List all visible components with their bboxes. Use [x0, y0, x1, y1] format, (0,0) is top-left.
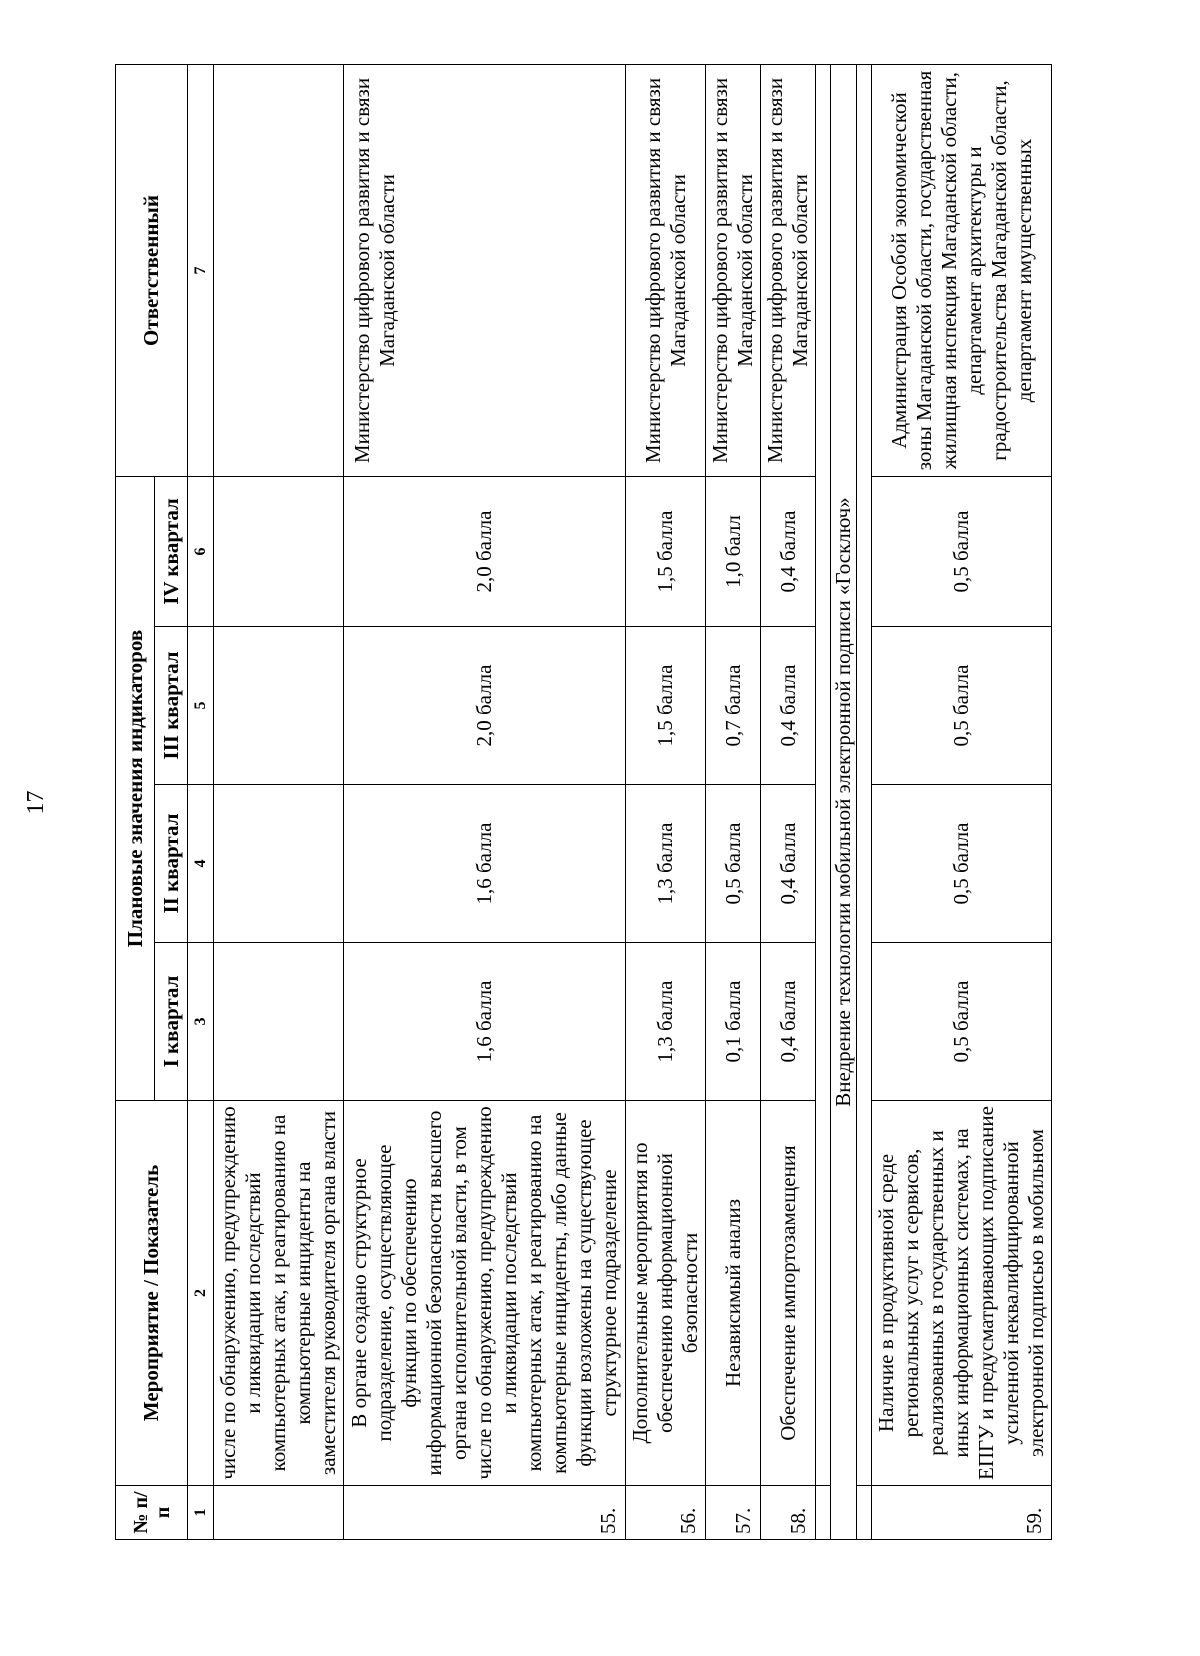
q2-cell: 0,5 балла — [872, 785, 1052, 943]
section-title: Внедрение технологии мобильной электронной подписи «Госключ» — [831, 65, 857, 1540]
event-cell: Обеспечение импортозамещения — [761, 1101, 816, 1486]
q2-cell: 0,5 балла — [706, 785, 761, 943]
q4-cell — [214, 477, 344, 627]
q3-cell: 0,7 балла — [706, 627, 761, 785]
q3-cell: 0,4 балла — [761, 627, 816, 785]
table-row — [214, 65, 344, 1540]
event-cell: Независимый анализ — [706, 1101, 761, 1486]
table-row — [761, 65, 816, 1540]
q3-cell: 1,5 балла — [626, 627, 706, 785]
event-cell: числе по обнаружению, предупреждению и ликвидации последствий компьютерных атак, и реагированию на компьютерные инциденты на заместителя руководителя органа власти — [214, 1101, 344, 1486]
spacer-cell — [857, 65, 872, 1486]
q1-cell: 0,1 балла — [706, 943, 761, 1101]
header-q1: I квартал — [155, 943, 188, 1101]
rotated-page — [23, 65, 1075, 1540]
header-q4: IV квартал — [155, 477, 188, 627]
page-number: 17 — [23, 790, 49, 815]
q1-cell: 1,6 балла — [344, 943, 626, 1101]
responsible-cell: Министерство цифрового развития и связи Магаданской области — [761, 65, 816, 477]
col-number: 1 — [188, 1486, 214, 1540]
row-number: 59. — [872, 1486, 1052, 1540]
spacer-cell — [816, 65, 831, 1486]
col-number: 3 — [188, 943, 214, 1101]
q1-cell: 0,5 балла — [872, 943, 1052, 1101]
table-row — [872, 65, 1052, 1540]
spacer-cell — [857, 1486, 872, 1540]
table-row — [706, 65, 761, 1540]
responsible-cell: Министерство цифрового развития и связи Магаданской области — [706, 65, 761, 477]
row-number: 58. — [761, 1486, 816, 1540]
q4-cell: 0,4 балла — [761, 477, 816, 627]
column-number-row — [188, 65, 214, 1540]
event-cell: Дополнительные мероприятия по обеспечению информационной безопасности — [626, 1101, 706, 1486]
row-number: 57. — [706, 1486, 761, 1540]
header-plan: Плановые значения индикаторов — [116, 477, 155, 1101]
responsible-cell — [214, 65, 344, 477]
col-number: 5 — [188, 627, 214, 785]
col-number: 7 — [188, 65, 214, 477]
q4-cell: 1,0 балл — [706, 477, 761, 627]
header-row-1 — [116, 65, 155, 1540]
spacer-row — [857, 65, 872, 1540]
q3-cell: 2,0 балла — [344, 627, 626, 785]
q3-cell — [214, 627, 344, 785]
header-q3: III квартал — [155, 627, 188, 785]
q4-cell: 1,5 балла — [626, 477, 706, 627]
section-title-row — [831, 65, 857, 1540]
q2-cell: 1,6 балла — [344, 785, 626, 943]
header-no: № п/п — [116, 1486, 188, 1540]
q2-cell — [214, 785, 344, 943]
q2-cell: 0,4 балла — [761, 785, 816, 943]
responsible-cell: Министерство цифрового развития и связи Магаданской области — [344, 65, 626, 477]
spacer-cell — [816, 1486, 831, 1540]
table-row — [344, 65, 626, 1540]
q1-cell: 0,4 балла — [761, 943, 816, 1101]
col-number: 4 — [188, 785, 214, 943]
header-responsible: Ответственный — [116, 65, 188, 477]
event-cell: В органе создано структурное подразделение, осуществляющее функции по обеспечению информационной безопасности высшего органа исполнительной власти, в том числе по обнаружению, предупреждению и ликвидации последствий компьютерных атак, и реагированию на компьютерные инциденты, либо данные функции возложены на существующее структурное подразделение — [344, 1101, 626, 1486]
indicators-table — [115, 64, 1052, 1540]
q4-cell: 0,5 балла — [872, 477, 1052, 627]
col-number: 2 — [188, 1101, 214, 1486]
row-number — [214, 1486, 344, 1540]
q2-cell: 1,3 балла — [626, 785, 706, 943]
col-number: 6 — [188, 477, 214, 627]
row-number: 55. — [344, 1486, 626, 1540]
q1-cell — [214, 943, 344, 1101]
q1-cell: 1,3 балла — [626, 943, 706, 1101]
q3-cell: 0,5 балла — [872, 627, 1052, 785]
header-event: Мероприятие / Показатель — [116, 1101, 188, 1486]
responsible-cell: Министерство цифрового развития и связи Магаданской области — [626, 65, 706, 477]
spacer-row — [816, 65, 831, 1540]
responsible-cell: Администрация Особой экономической зоны Магаданской области, государственная жилищная инспекция Магаданской области, департамент архитектуры и градостроительства Магаданской области, департамент имущественных — [872, 65, 1052, 477]
event-cell: Наличие в продуктивной среде региональных услуг и сервисов, реализованных в государственных и иных информационных системах, на ЕПГУ и предусматривающих подписание усиленной неквалифицированной электронной подписью в мобильном — [872, 1101, 1052, 1486]
table-row — [626, 65, 706, 1540]
q4-cell: 2,0 балла — [344, 477, 626, 627]
row-number: 56. — [626, 1486, 706, 1540]
header-q2: II квартал — [155, 785, 188, 943]
